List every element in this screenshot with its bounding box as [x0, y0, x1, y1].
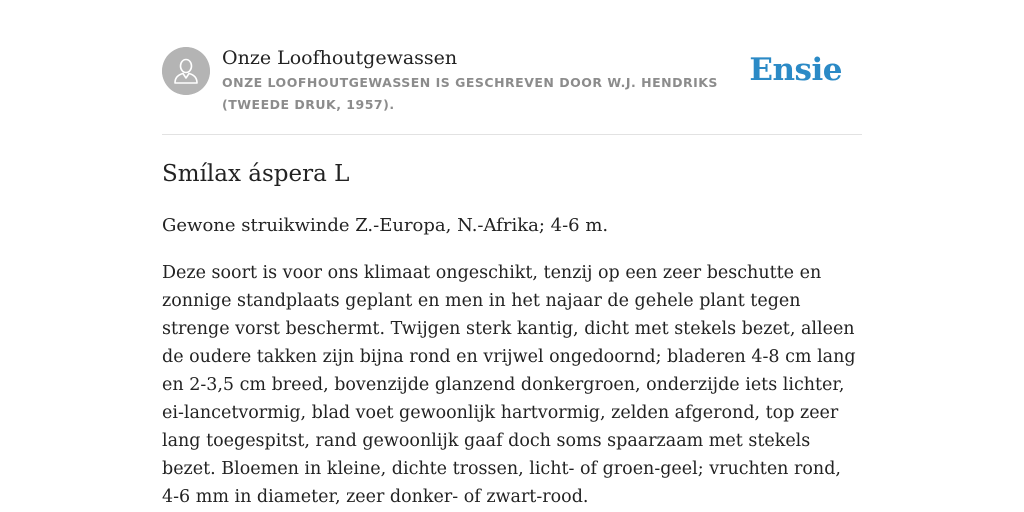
entry-title: Smílax áspera L — [162, 161, 350, 187]
source-header — [162, 0, 862, 135]
page — [162, 0, 862, 512]
entry-lead: Gewone struikwinde Z.-Europa, N.-Afrika; 4-6 m. — [162, 215, 609, 236]
entry-body: Deze soort is voor ons klimaat ongeschikt, tenzij op een zeer beschutte en zonnige standplaats geplant en men in het najaar de gehele plant tegen strenge vorst beschermt. Twijgen sterk kantig, dicht met stekels bezet, alleen de oudere takken zijn bijna rond en vrijwel ongedoornd; bladeren 4-8 cm lang en 2-3,5 cm breed, bovenzijde glanzend donkergroen, onderzijde iets lichter, ei-lancetvormig, blad voet gewoonlijk hartvormig, zelden afgerond, top zeer lang toegespitst, rand gewoonlijk gaaf doch soms spaarzaam met stekels bezet. Bloemen in kleine, dichte trossen, licht- of groen-geel; vruchten rond, 4-6 mm in diameter, zeer donker- of zwart-rood. — [162, 263, 856, 507]
source-avatar[interactable] — [162, 47, 210, 95]
source-description: ONZE LOOFHOUTGEWASSEN IS GESCHREVEN DOOR W.J. HENDRIKS (TWEEDE DRUK, 1957). — [222, 75, 718, 112]
source-title[interactable]: Onze Loofhoutgewassen — [222, 47, 458, 69]
ensie-logo[interactable]: Ensie — [749, 52, 842, 88]
user-silhouette-icon — [162, 47, 210, 95]
